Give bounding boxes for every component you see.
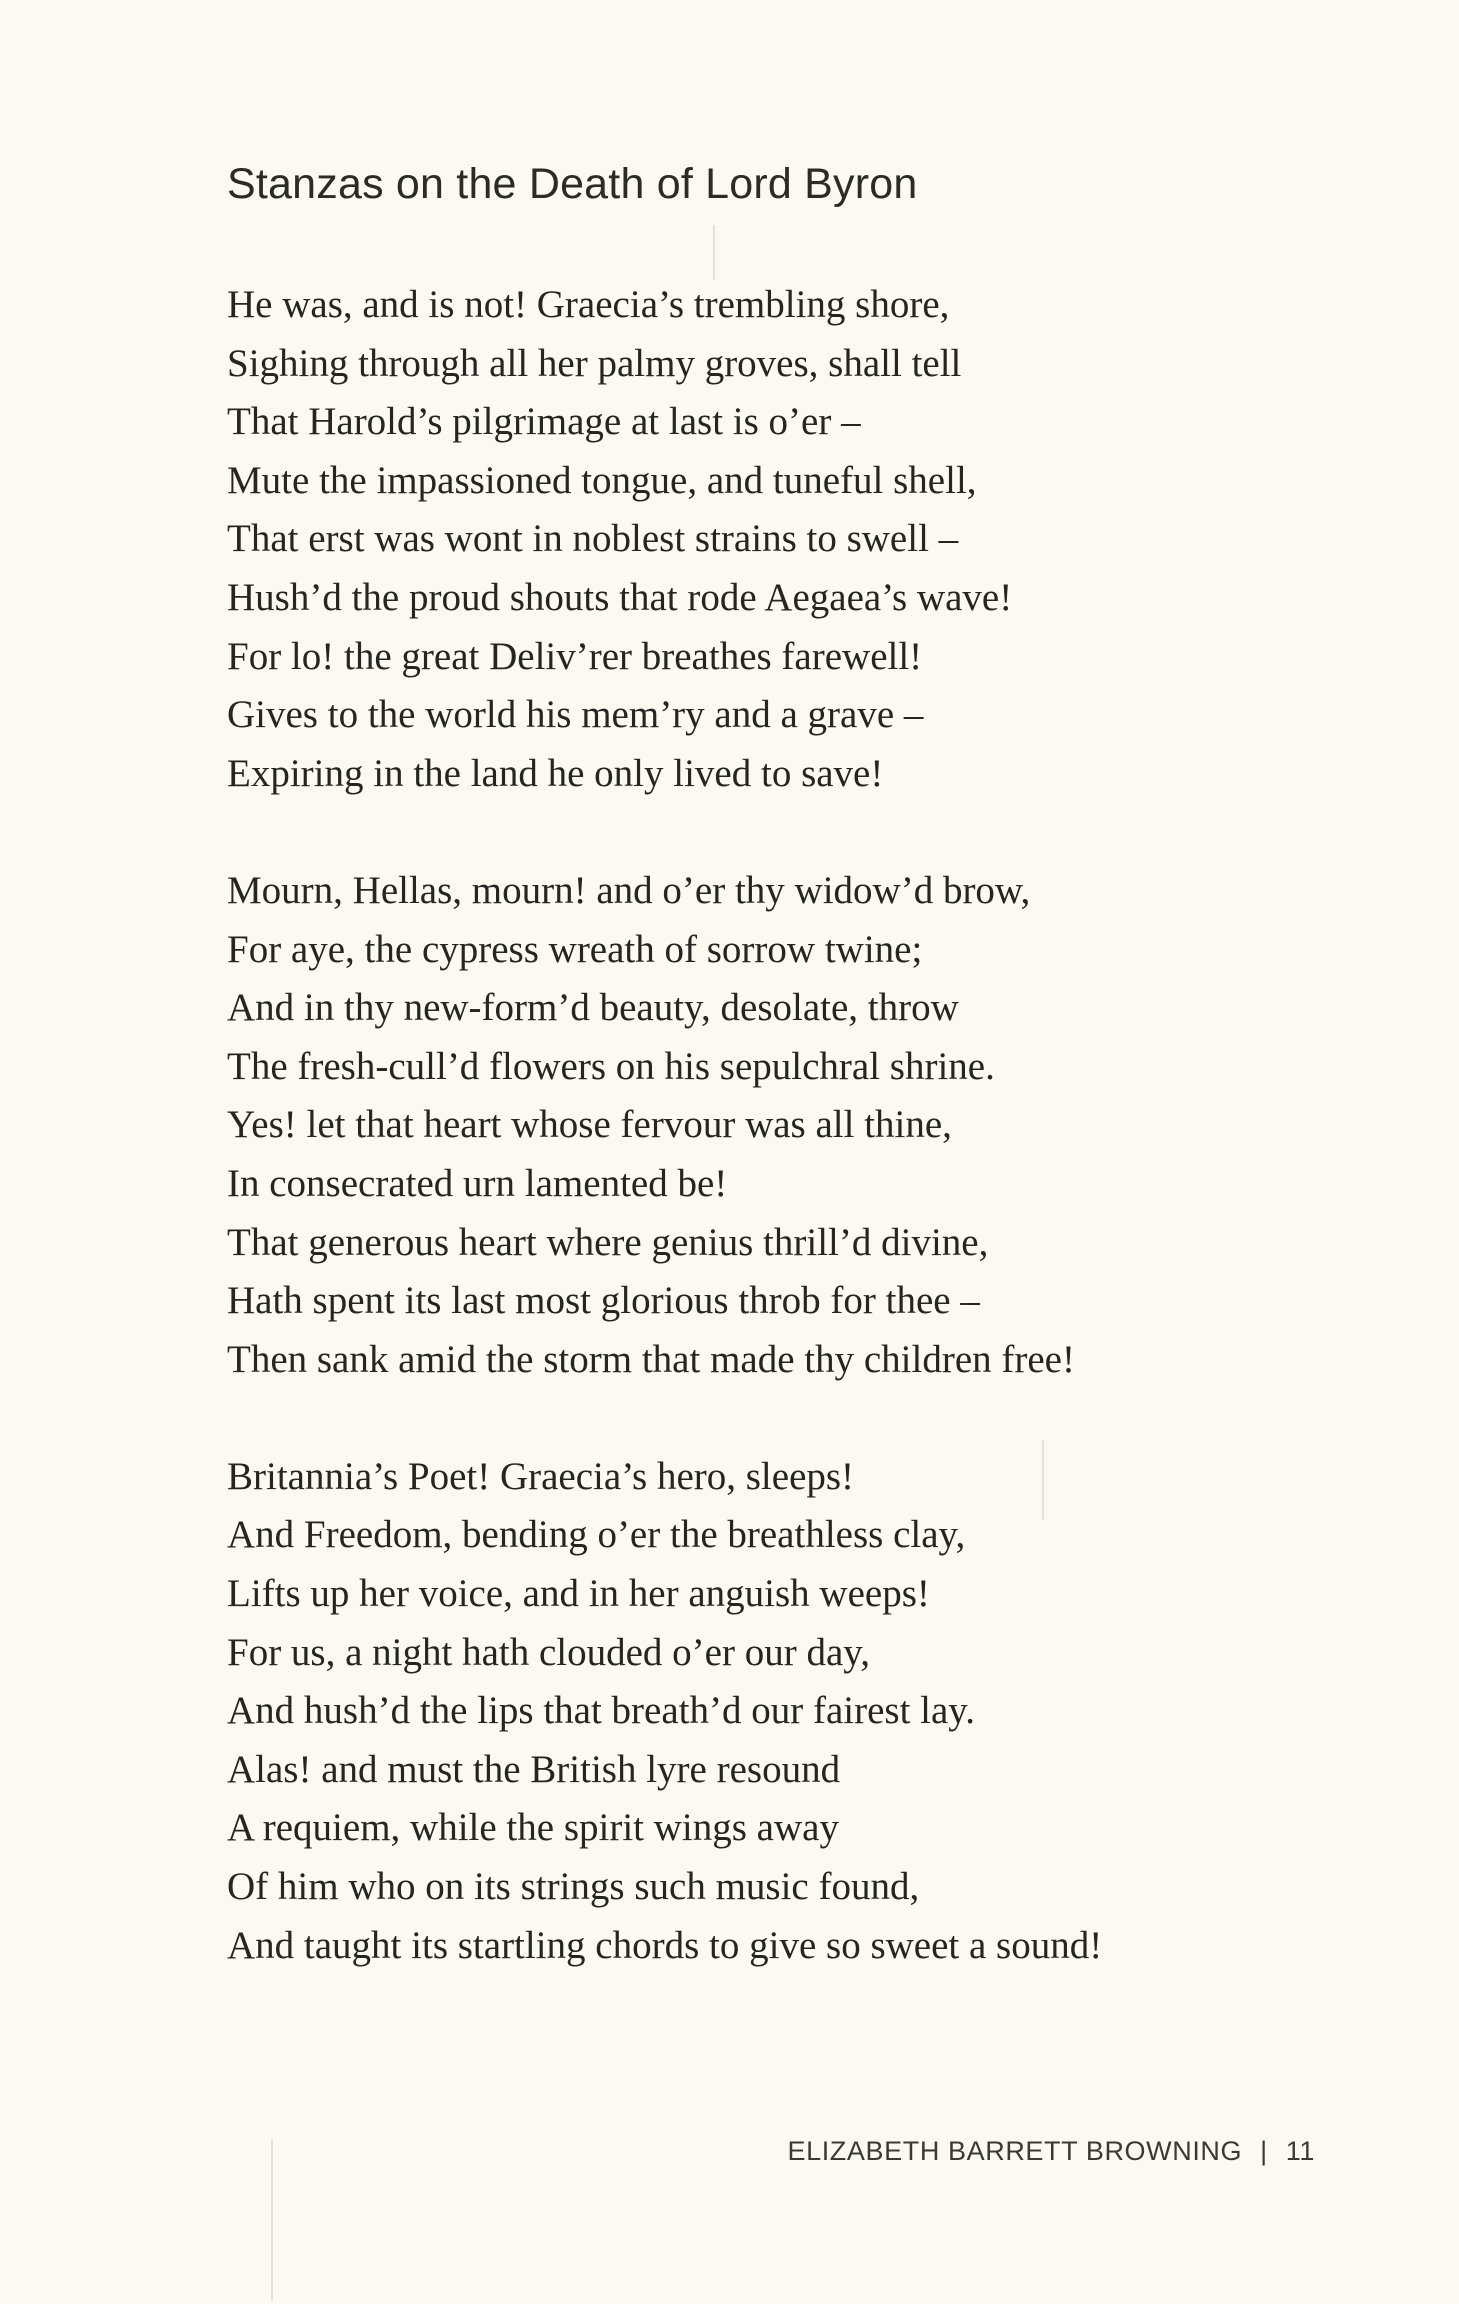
footer-author: ELIZABETH BARRETT BROWNING bbox=[787, 2136, 1243, 2166]
poem-body bbox=[227, 276, 1357, 2034]
scan-artifact bbox=[713, 225, 715, 280]
page-number: 11 bbox=[1285, 2136, 1315, 2166]
poem-line: Sighing through all her palmy groves, shall tell bbox=[227, 341, 962, 385]
stanza-3 bbox=[227, 1448, 1357, 1975]
poem-line: Gives to the world his mem’ry and a grave – bbox=[227, 693, 924, 737]
poem-line: That Harold’s pilgrimage at last is o’er – bbox=[227, 400, 861, 444]
scan-artifact bbox=[271, 2140, 273, 2300]
poem-line: And in thy new-form’d beauty, desolate, throw bbox=[227, 986, 959, 1030]
stanza-2 bbox=[227, 862, 1357, 1389]
poem-line: Expiring in the land he only lived to save! bbox=[227, 751, 884, 795]
poem-line: Lifts up her voice, and in her anguish weeps! bbox=[227, 1572, 930, 1616]
poem-line: And Freedom, bending o’er the breathless clay, bbox=[227, 1513, 966, 1557]
poem-line: For lo! the great Deliv’rer breathes farewell! bbox=[227, 634, 923, 678]
poem-line: He was, and is not! Graecia’s trembling shore, bbox=[227, 283, 950, 326]
poem-line: Hath spent its last most glorious throb for thee – bbox=[227, 1279, 980, 1323]
poem-line: In consecrated urn lamented be! bbox=[227, 1161, 728, 1205]
poem-line: Hush’d the proud shouts that rode Aegaea’s wave! bbox=[227, 575, 1013, 619]
poem-line: The fresh-cull’d flowers on his sepulchral shrine. bbox=[227, 1044, 995, 1088]
poem-line: Alas! and must the British lyre resound bbox=[227, 1747, 841, 1791]
poem-line: For aye, the cypress wreath of sorrow twine; bbox=[227, 927, 923, 971]
poem-line: Mute the impassioned tongue, and tuneful shell, bbox=[227, 458, 977, 502]
poem-title: Stanzas on the Death of Lord Byron bbox=[227, 160, 918, 208]
footer-separator: | bbox=[1260, 2136, 1268, 2166]
poem-line: Of him who on its strings such music found, bbox=[227, 1865, 920, 1909]
poem-line: Yes! let that heart whose fervour was all thine, bbox=[227, 1103, 952, 1147]
poem-line: And taught its startling chords to give so sweet a sound! bbox=[227, 1923, 1103, 1967]
poem-line: Britannia’s Poet! Graecia’s hero, sleeps! bbox=[227, 1454, 855, 1498]
poem-line: Mourn, Hellas, mourn! and o’er thy widow’d brow, bbox=[227, 868, 1031, 912]
poem-line: A requiem, while the spirit wings away bbox=[227, 1806, 839, 1850]
poem-line: That generous heart where genius thrill’d divine, bbox=[227, 1220, 989, 1264]
poem-line: That erst was wont in noblest strains to swell – bbox=[227, 517, 959, 561]
running-footer bbox=[787, 2134, 1315, 2168]
stanza-1 bbox=[227, 276, 1357, 803]
poem-line: For us, a night hath clouded o’er our day, bbox=[227, 1630, 870, 1674]
poem-line: And hush’d the lips that breath’d our fairest lay. bbox=[227, 1689, 976, 1733]
poem-line: Then sank amid the storm that made thy children free! bbox=[227, 1337, 1075, 1381]
